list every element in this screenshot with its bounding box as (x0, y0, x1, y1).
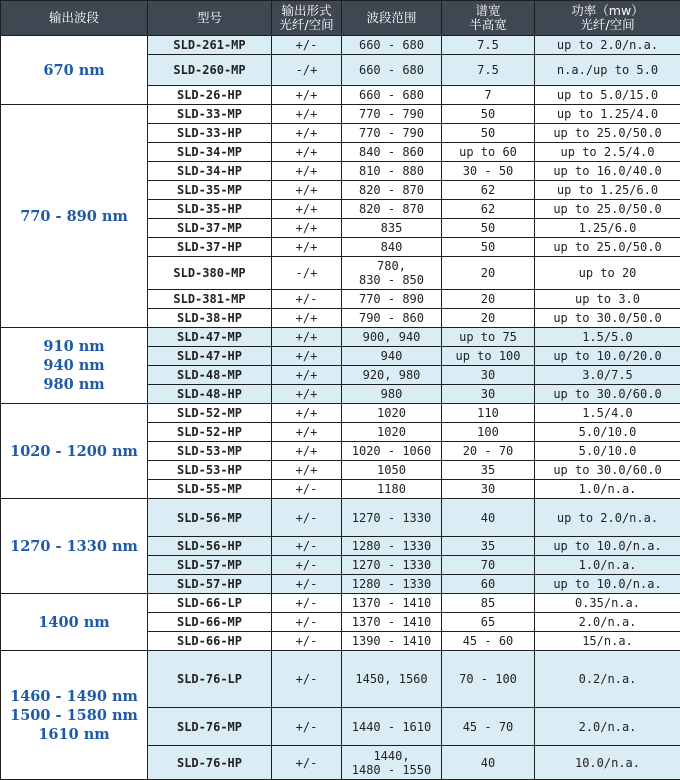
spectral-width-cell: 62 (442, 200, 535, 219)
power-cell: up to 10.0/n.a. (535, 537, 680, 556)
power-cell: 15/n.a. (535, 632, 680, 651)
power-cell: up to 25.0/50.0 (535, 238, 680, 257)
header-spectral-width: 谱宽 半高宽 (442, 1, 535, 36)
power-cell: 2.0/n.a. (535, 708, 680, 746)
model-cell: SLD-66-MP (148, 613, 272, 632)
model-cell: SLD-52-HP (148, 423, 272, 442)
band-range-cell: 840 - 860 (342, 143, 442, 162)
band-range-cell: 1020 - 1060 (342, 442, 442, 461)
power-cell: up to 30.0/60.0 (535, 385, 680, 404)
spectral-width-cell: 40 (442, 499, 535, 537)
output-form-cell: +/- (272, 594, 342, 613)
output-form-cell: +/- (272, 575, 342, 594)
power-cell: 3.0/7.5 (535, 366, 680, 385)
spectral-width-cell: up to 60 (442, 143, 535, 162)
spectral-width-cell: 110 (442, 404, 535, 423)
output-form-cell: +/- (272, 480, 342, 499)
model-cell: SLD-35-HP (148, 200, 272, 219)
output-band-group-label: 910 nm 940 nm 980 nm (1, 328, 148, 404)
output-form-cell: +/+ (272, 238, 342, 257)
model-cell: SLD-38-HP (148, 309, 272, 328)
table-row (1, 328, 680, 347)
band-range-cell: 770 - 790 (342, 124, 442, 143)
model-cell: SLD-33-MP (148, 105, 272, 124)
band-range-cell: 820 - 870 (342, 181, 442, 200)
model-cell: SLD-380-MP (148, 257, 272, 290)
output-band-group-label: 1400 nm (1, 594, 148, 651)
output-form-cell: +/+ (272, 385, 342, 404)
table-row (1, 594, 680, 613)
model-cell: SLD-56-HP (148, 537, 272, 556)
model-cell: SLD-47-HP (148, 347, 272, 366)
spectral-width-cell: 30 (442, 366, 535, 385)
model-cell: SLD-66-HP (148, 632, 272, 651)
power-cell: up to 1.25/4.0 (535, 105, 680, 124)
output-form-cell: +/+ (272, 86, 342, 105)
table-row (1, 105, 680, 124)
output-form-cell: +/+ (272, 105, 342, 124)
spectral-width-cell: 35 (442, 461, 535, 480)
model-cell: SLD-55-MP (148, 480, 272, 499)
power-cell: 10.0/n.a. (535, 746, 680, 780)
power-cell: up to 30.0/50.0 (535, 309, 680, 328)
output-form-cell: +/- (272, 499, 342, 537)
power-cell: 0.35/n.a. (535, 594, 680, 613)
output-form-cell: +/+ (272, 124, 342, 143)
output-form-cell: +/- (272, 537, 342, 556)
model-cell: SLD-381-MP (148, 290, 272, 309)
output-form-cell: +/- (272, 556, 342, 575)
output-form-cell: +/+ (272, 442, 342, 461)
band-range-cell: 1020 (342, 423, 442, 442)
power-cell: 5.0/10.0 (535, 423, 680, 442)
output-form-cell: +/- (272, 290, 342, 309)
model-cell: SLD-57-MP (148, 556, 272, 575)
band-range-cell: 1370 - 1410 (342, 594, 442, 613)
band-range-cell: 1270 - 1330 (342, 499, 442, 537)
power-cell: 2.0/n.a. (535, 613, 680, 632)
spectral-width-cell: 100 (442, 423, 535, 442)
model-cell: SLD-37-MP (148, 219, 272, 238)
power-cell: up to 10.0/n.a. (535, 575, 680, 594)
output-band-group-label: 1020 - 1200 nm (1, 404, 148, 499)
model-cell: SLD-34-HP (148, 162, 272, 181)
output-form-cell: -/+ (272, 257, 342, 290)
output-band-group-label: 1460 - 1490 nm 1500 - 1580 nm 1610 nm (1, 651, 148, 780)
spectral-width-cell: 50 (442, 219, 535, 238)
spectral-width-cell: 7.5 (442, 55, 535, 86)
header-band-range: 波段范围 (342, 1, 442, 36)
table-header (1, 1, 680, 36)
spectral-width-cell: 50 (442, 238, 535, 257)
band-range-cell: 770 - 790 (342, 105, 442, 124)
power-cell: up to 2.0/n.a. (535, 36, 680, 55)
band-range-cell: 1450, 1560 (342, 651, 442, 708)
output-form-cell: +/+ (272, 200, 342, 219)
output-form-cell: +/+ (272, 347, 342, 366)
model-cell: SLD-260-MP (148, 55, 272, 86)
band-range-cell: 660 - 680 (342, 86, 442, 105)
band-range-cell: 840 (342, 238, 442, 257)
band-range-cell: 940 (342, 347, 442, 366)
band-range-cell: 790 - 860 (342, 309, 442, 328)
spectral-width-cell: 35 (442, 537, 535, 556)
band-range-cell: 900, 940 (342, 328, 442, 347)
header-output-form: 输出形式 光纤/空间 (272, 1, 342, 36)
power-cell: up to 20 (535, 257, 680, 290)
band-range-cell: 920, 980 (342, 366, 442, 385)
spectral-width-cell: 50 (442, 124, 535, 143)
output-form-cell: +/- (272, 632, 342, 651)
model-cell: SLD-76-MP (148, 708, 272, 746)
power-cell: 1.25/6.0 (535, 219, 680, 238)
band-range-cell: 1020 (342, 404, 442, 423)
spectral-width-cell: 20 (442, 309, 535, 328)
power-cell: up to 30.0/60.0 (535, 461, 680, 480)
band-range-cell: 810 - 880 (342, 162, 442, 181)
model-cell: SLD-48-MP (148, 366, 272, 385)
spectral-width-cell: 7.5 (442, 36, 535, 55)
model-cell: SLD-261-MP (148, 36, 272, 55)
spectral-width-cell: 20 - 70 (442, 442, 535, 461)
output-band-group-label: 670 nm (1, 36, 148, 105)
spectral-width-cell: 70 - 100 (442, 651, 535, 708)
power-cell: 1.0/n.a. (535, 480, 680, 499)
power-cell: 1.0/n.a. (535, 556, 680, 575)
power-cell: 1.5/5.0 (535, 328, 680, 347)
model-cell: SLD-53-HP (148, 461, 272, 480)
output-form-cell: +/+ (272, 423, 342, 442)
output-form-cell: -/+ (272, 55, 342, 86)
power-cell: up to 3.0 (535, 290, 680, 309)
band-range-cell: 820 - 870 (342, 200, 442, 219)
output-form-cell: +/+ (272, 162, 342, 181)
output-form-cell: +/- (272, 36, 342, 55)
power-cell: n.a./up to 5.0 (535, 55, 680, 86)
table-row (1, 404, 680, 423)
band-range-cell: 1440, 1480 - 1550 (342, 746, 442, 780)
band-range-cell: 1180 (342, 480, 442, 499)
band-range-cell: 1050 (342, 461, 442, 480)
spectral-width-cell: 45 - 70 (442, 708, 535, 746)
model-cell: SLD-76-HP (148, 746, 272, 780)
spectral-width-cell: 30 (442, 385, 535, 404)
power-cell: up to 16.0/40.0 (535, 162, 680, 181)
output-form-cell: +/+ (272, 309, 342, 328)
model-cell: SLD-33-HP (148, 124, 272, 143)
band-range-cell: 1370 - 1410 (342, 613, 442, 632)
model-cell: SLD-56-MP (148, 499, 272, 537)
table-row (1, 36, 680, 55)
model-cell: SLD-76-LP (148, 651, 272, 708)
output-band-group-label: 770 - 890 nm (1, 105, 148, 328)
power-cell: up to 10.0/20.0 (535, 347, 680, 366)
table-row (1, 651, 680, 708)
output-band-group-label: 1270 - 1330 nm (1, 499, 148, 594)
spectral-width-cell: 85 (442, 594, 535, 613)
band-range-cell: 1280 - 1330 (342, 575, 442, 594)
band-range-cell: 770 - 890 (342, 290, 442, 309)
output-form-cell: +/+ (272, 219, 342, 238)
output-form-cell: +/- (272, 651, 342, 708)
power-cell: up to 2.5/4.0 (535, 143, 680, 162)
spectral-width-cell: 40 (442, 746, 535, 780)
output-form-cell: +/+ (272, 143, 342, 162)
output-form-cell: +/+ (272, 404, 342, 423)
header-model: 型号 (148, 1, 272, 36)
band-range-cell: 835 (342, 219, 442, 238)
model-cell: SLD-53-MP (148, 442, 272, 461)
band-range-cell: 1280 - 1330 (342, 537, 442, 556)
model-cell: SLD-34-MP (148, 143, 272, 162)
spectral-width-cell: 20 (442, 290, 535, 309)
band-range-cell: 1440 - 1610 (342, 708, 442, 746)
band-range-cell: 660 - 680 (342, 36, 442, 55)
model-cell: SLD-47-MP (148, 328, 272, 347)
spectral-width-cell: 20 (442, 257, 535, 290)
model-cell: SLD-52-MP (148, 404, 272, 423)
output-form-cell: +/- (272, 708, 342, 746)
spectral-width-cell: 70 (442, 556, 535, 575)
table-body (1, 36, 680, 780)
power-cell: up to 25.0/50.0 (535, 124, 680, 143)
model-cell: SLD-57-HP (148, 575, 272, 594)
power-cell: up to 25.0/50.0 (535, 200, 680, 219)
spectral-width-cell: 30 (442, 480, 535, 499)
spectral-width-cell: 62 (442, 181, 535, 200)
spectral-width-cell: up to 75 (442, 328, 535, 347)
band-range-cell: 780, 830 - 850 (342, 257, 442, 290)
model-cell: SLD-26-HP (148, 86, 272, 105)
spectral-width-cell: up to 100 (442, 347, 535, 366)
header-power: 功率（mw） 光纤/空间 (535, 1, 680, 36)
power-cell: 0.2/n.a. (535, 651, 680, 708)
table-row (1, 499, 680, 537)
power-cell: 5.0/10.0 (535, 442, 680, 461)
band-range-cell: 660 - 680 (342, 55, 442, 86)
model-cell: SLD-37-HP (148, 238, 272, 257)
power-cell: up to 5.0/15.0 (535, 86, 680, 105)
band-range-cell: 1270 - 1330 (342, 556, 442, 575)
spectral-width-cell: 7 (442, 86, 535, 105)
output-form-cell: +/+ (272, 366, 342, 385)
power-cell: 1.5/4.0 (535, 404, 680, 423)
power-cell: up to 2.0/n.a. (535, 499, 680, 537)
model-cell: SLD-35-MP (148, 181, 272, 200)
band-range-cell: 980 (342, 385, 442, 404)
spectral-width-cell: 30 - 50 (442, 162, 535, 181)
output-form-cell: +/+ (272, 461, 342, 480)
spectral-width-cell: 60 (442, 575, 535, 594)
output-form-cell: +/+ (272, 181, 342, 200)
spectral-width-cell: 65 (442, 613, 535, 632)
output-form-cell: +/- (272, 746, 342, 780)
band-range-cell: 1390 - 1410 (342, 632, 442, 651)
header-output-band: 输出波段 (1, 1, 148, 36)
power-cell: up to 1.25/6.0 (535, 181, 680, 200)
model-cell: SLD-48-HP (148, 385, 272, 404)
spectral-width-cell: 50 (442, 105, 535, 124)
output-form-cell: +/+ (272, 328, 342, 347)
model-cell: SLD-66-LP (148, 594, 272, 613)
spectral-width-cell: 45 - 60 (442, 632, 535, 651)
output-form-cell: +/- (272, 613, 342, 632)
